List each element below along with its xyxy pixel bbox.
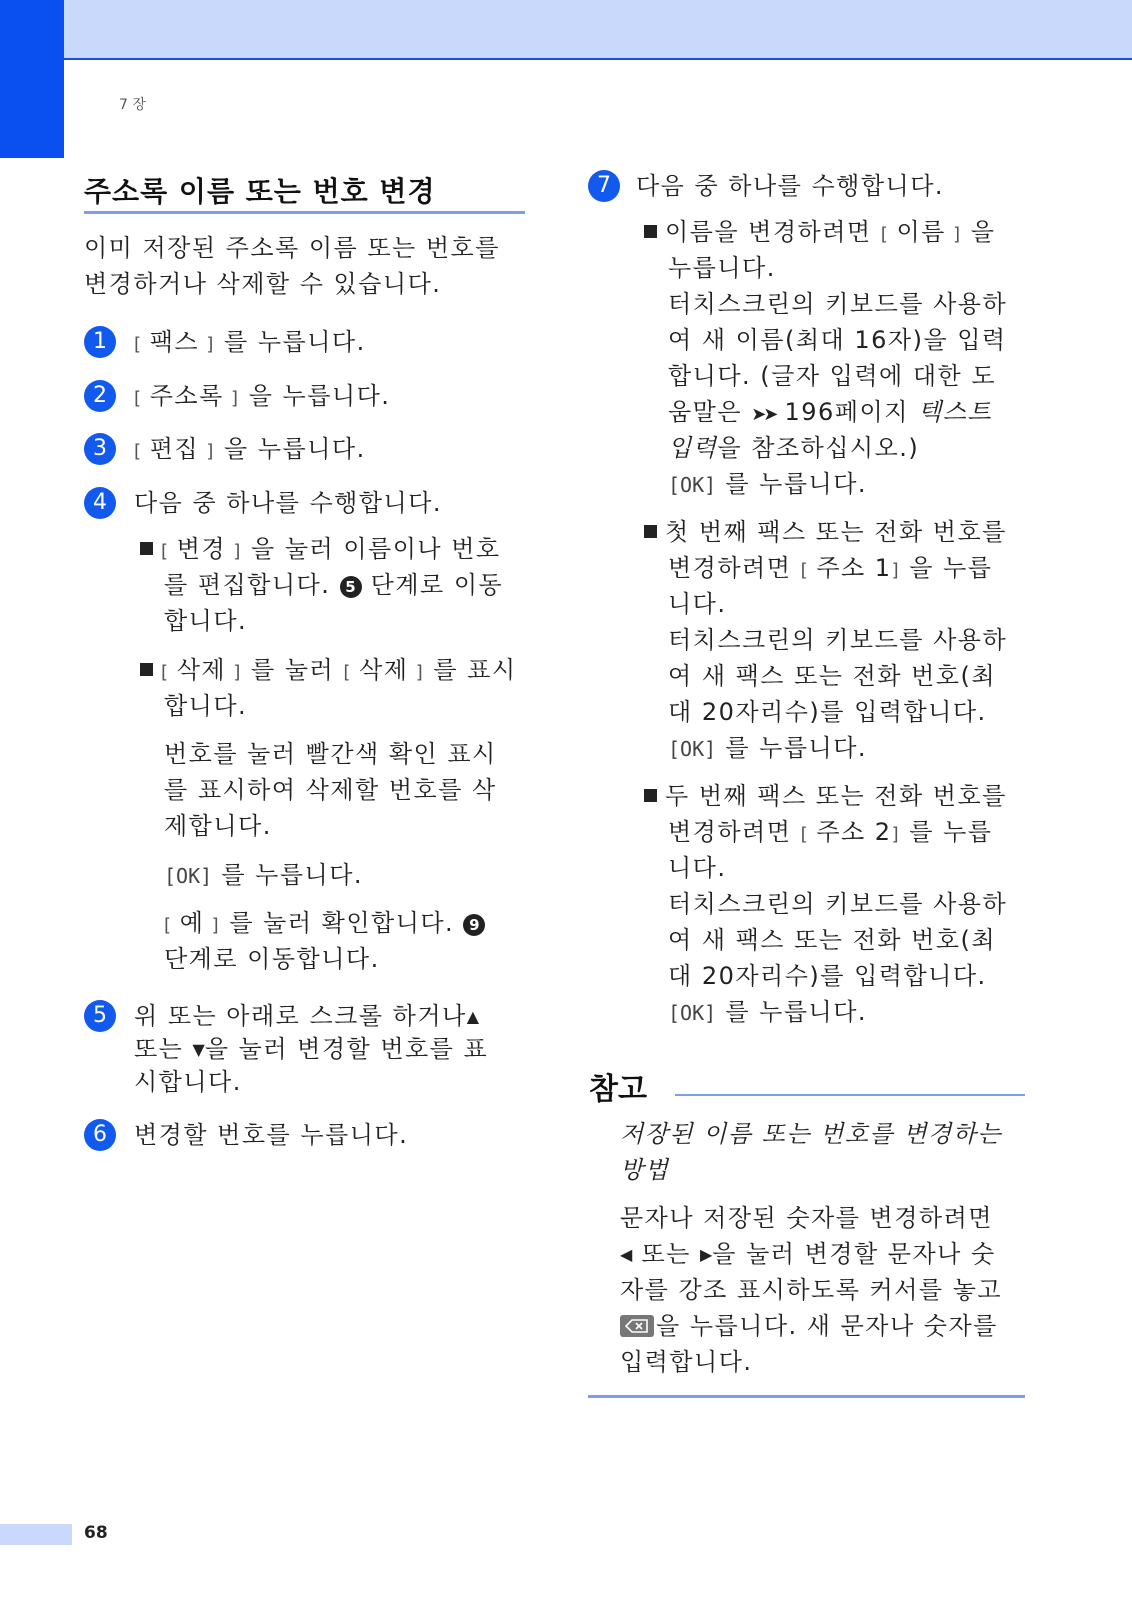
key-name: 이름 <box>896 218 946 246</box>
bullet-edit-line-3: 합니다. <box>164 607 248 635</box>
bullet-square-icon <box>644 525 657 538</box>
delete-para-line-2: 를 표시하여 삭제할 번호를 삭 <box>164 776 497 804</box>
note-line-4: 을 누릅니다. 새 문자나 숫자를 <box>620 1308 998 1344</box>
left-arrow-icon: ◀ <box>620 1245 633 1264</box>
intro-line-2: 변경하거나 삭제할 수 있습니다. <box>84 270 442 298</box>
bullet-square-icon <box>140 663 153 676</box>
key-edit: 편집 <box>149 435 200 463</box>
step-number-5: 5 <box>84 1000 116 1032</box>
b3-ok-line: [OK] 를 누릅니다. <box>668 998 868 1026</box>
header-rule <box>64 58 1132 60</box>
note-line-5: 입력합니다. <box>620 1348 753 1376</box>
step-3-text: [ 편집 ] 을 누릅니다. <box>134 435 366 463</box>
bullet-square-icon <box>644 789 657 802</box>
intro-line-1: 이미 저장된 주소록 이름 또는 번호를 <box>84 234 500 262</box>
note-line-1: 문자나 저장된 숫자를 변경하려면 <box>620 1204 993 1232</box>
delete-yes-line-2: 단계로 이동합니다. <box>164 945 380 973</box>
page-number: 68 <box>84 1523 108 1543</box>
step-number-2: 2 <box>84 380 116 412</box>
page-ref-link[interactable]: 196페이지 <box>784 398 909 426</box>
key-address-book: 주소록 <box>149 382 224 410</box>
step-4-text: 다음 중 하나를 수행합니다. <box>134 489 443 517</box>
key-address-2: 주소 2 <box>816 818 892 846</box>
b2-line-6: 대 20자리수)를 입력합니다. <box>668 698 987 726</box>
note-rule-top <box>675 1094 1025 1096</box>
b3-line-2: 변경하려면 [ 주소 2] 를 누릅 <box>668 818 993 846</box>
note-heading: 참고 <box>589 1072 647 1107</box>
step-number-7: 7 <box>588 170 620 202</box>
header-band <box>0 0 1132 59</box>
delete-ok-line: [OK] 를 누릅니다. <box>164 861 364 889</box>
key-ok: OK <box>176 864 201 888</box>
key-ok: OK <box>680 473 705 497</box>
double-arrow-icon: ➤➤ <box>751 404 776 425</box>
section-title: 주소록 이름 또는 번호 변경 <box>84 175 436 208</box>
up-arrow-icon: ▲ <box>466 1007 480 1026</box>
b1-line-5: 합니다. (글자 입력에 대한 도 <box>668 362 997 390</box>
b3-line-5: 여 새 팩스 또는 전화 번호(최 <box>668 926 997 954</box>
b2-line-4: 터치스크린의 키보드를 사용하 <box>668 626 1008 654</box>
backspace-icon <box>620 1315 654 1337</box>
chapter-tab <box>0 0 64 158</box>
b3-line-6: 대 20자리수)를 입력합니다. <box>668 962 987 990</box>
key-ok: OK <box>680 737 705 761</box>
note-subtitle-1: 저장된 이름 또는 번호를 변경하는 <box>620 1120 1003 1148</box>
chapter-label: 7 장 <box>119 97 146 113</box>
key-fax: 팩스 <box>149 328 200 356</box>
step-1-text: [ 팩스 ] 를 누릅니다. <box>134 328 366 356</box>
step-7-text: 다음 중 하나를 수행합니다. <box>636 172 945 200</box>
bullet-delete-line-2: 합니다. <box>164 692 248 720</box>
step-2-text: [ 주소록 ] 을 누릅니다. <box>134 382 391 410</box>
b1-line-3: 터치스크린의 키보드를 사용하 <box>668 290 1008 318</box>
b1-line-4: 여 새 이름(최대 16자)을 입력 <box>668 326 1007 354</box>
step-5-line-3: 시합니다. <box>134 1068 242 1096</box>
note-line-3: 자를 강조 표시하도록 커서를 놓고 <box>620 1276 1003 1304</box>
step-ref-5-icon: 5 <box>340 576 362 598</box>
step-number-3: 3 <box>84 433 116 465</box>
bullet-edit-line-1: [ 변경 ] 을 눌러 이름이나 번호 <box>140 531 501 570</box>
b1-line-2: 누릅니다. <box>668 254 776 282</box>
b2-line-5: 여 새 팩스 또는 전화 번호(최 <box>668 662 997 690</box>
step-5-line-2: 또는 ▼을 눌러 변경할 번호를 표 <box>134 1031 488 1068</box>
key-change: 변경 <box>176 535 227 563</box>
step-5-line-1: 위 또는 아래로 스크롤 하거나▲ <box>134 998 479 1035</box>
section-title-rule <box>84 211 525 214</box>
key-address-1: 주소 1 <box>816 554 892 582</box>
bullet-square-icon <box>644 225 657 238</box>
note-subtitle-2: 방법 <box>620 1156 670 1184</box>
b1-line-6: 움말은 ➤➤ 196페이지 텍스트 <box>668 398 993 426</box>
key-yes: 예 <box>179 909 205 937</box>
step-number-4: 4 <box>84 487 116 519</box>
key-delete: 삭제 <box>176 656 227 684</box>
b1-line-7: 입력을 참조하십시오.) <box>668 434 920 462</box>
note-line-2: ◀ 또는 ▶을 눌러 변경할 문자나 숫 <box>620 1236 996 1273</box>
step-number-1: 1 <box>84 326 116 358</box>
bullet-delete-line-1: [ 삭제 ] 를 눌러 [ 삭제 ] 를 표시 <box>140 652 517 691</box>
key-delete-2: 삭제 <box>359 656 409 684</box>
down-arrow-icon: ▼ <box>192 1040 205 1059</box>
bullet-square-icon <box>140 542 153 555</box>
b1-ok-line: [OK] 를 누릅니다. <box>668 470 868 498</box>
delete-para-line-3: 제합니다. <box>164 812 272 840</box>
b2-line-1: 첫 번째 팩스 또는 전화 번호를 <box>644 514 1007 550</box>
bullet-edit-line-2: 를 편집합니다. 5 단계로 이동 <box>164 571 504 599</box>
b2-line-3: 니다. <box>668 590 727 618</box>
delete-yes-line-1: [ 예 ] 를 눌러 확인합니다. 9 <box>164 905 485 944</box>
delete-para-line-1: 번호를 눌러 빨간색 확인 표시 <box>164 740 497 768</box>
b3-line-4: 터치스크린의 키보드를 사용하 <box>668 890 1008 918</box>
page-number-bar <box>0 1524 72 1545</box>
step-ref-9-icon: 9 <box>463 914 485 936</box>
step-number-6: 6 <box>84 1119 116 1151</box>
key-ok: OK <box>680 1001 705 1025</box>
b1-line-1: 이름을 변경하려면 [ 이름 ] 을 <box>644 214 995 253</box>
note-rule-bottom <box>588 1395 1025 1398</box>
step-6-text: 변경할 번호를 누릅니다. <box>134 1121 409 1149</box>
b3-line-3: 니다. <box>668 854 727 882</box>
b2-line-2: 변경하려면 [ 주소 1] 을 누릅 <box>668 554 993 582</box>
right-arrow-icon: ▶ <box>699 1245 713 1264</box>
b3-line-1: 두 번째 팩스 또는 전화 번호를 <box>644 778 1007 814</box>
b2-ok-line: [OK] 를 누릅니다. <box>668 734 868 762</box>
